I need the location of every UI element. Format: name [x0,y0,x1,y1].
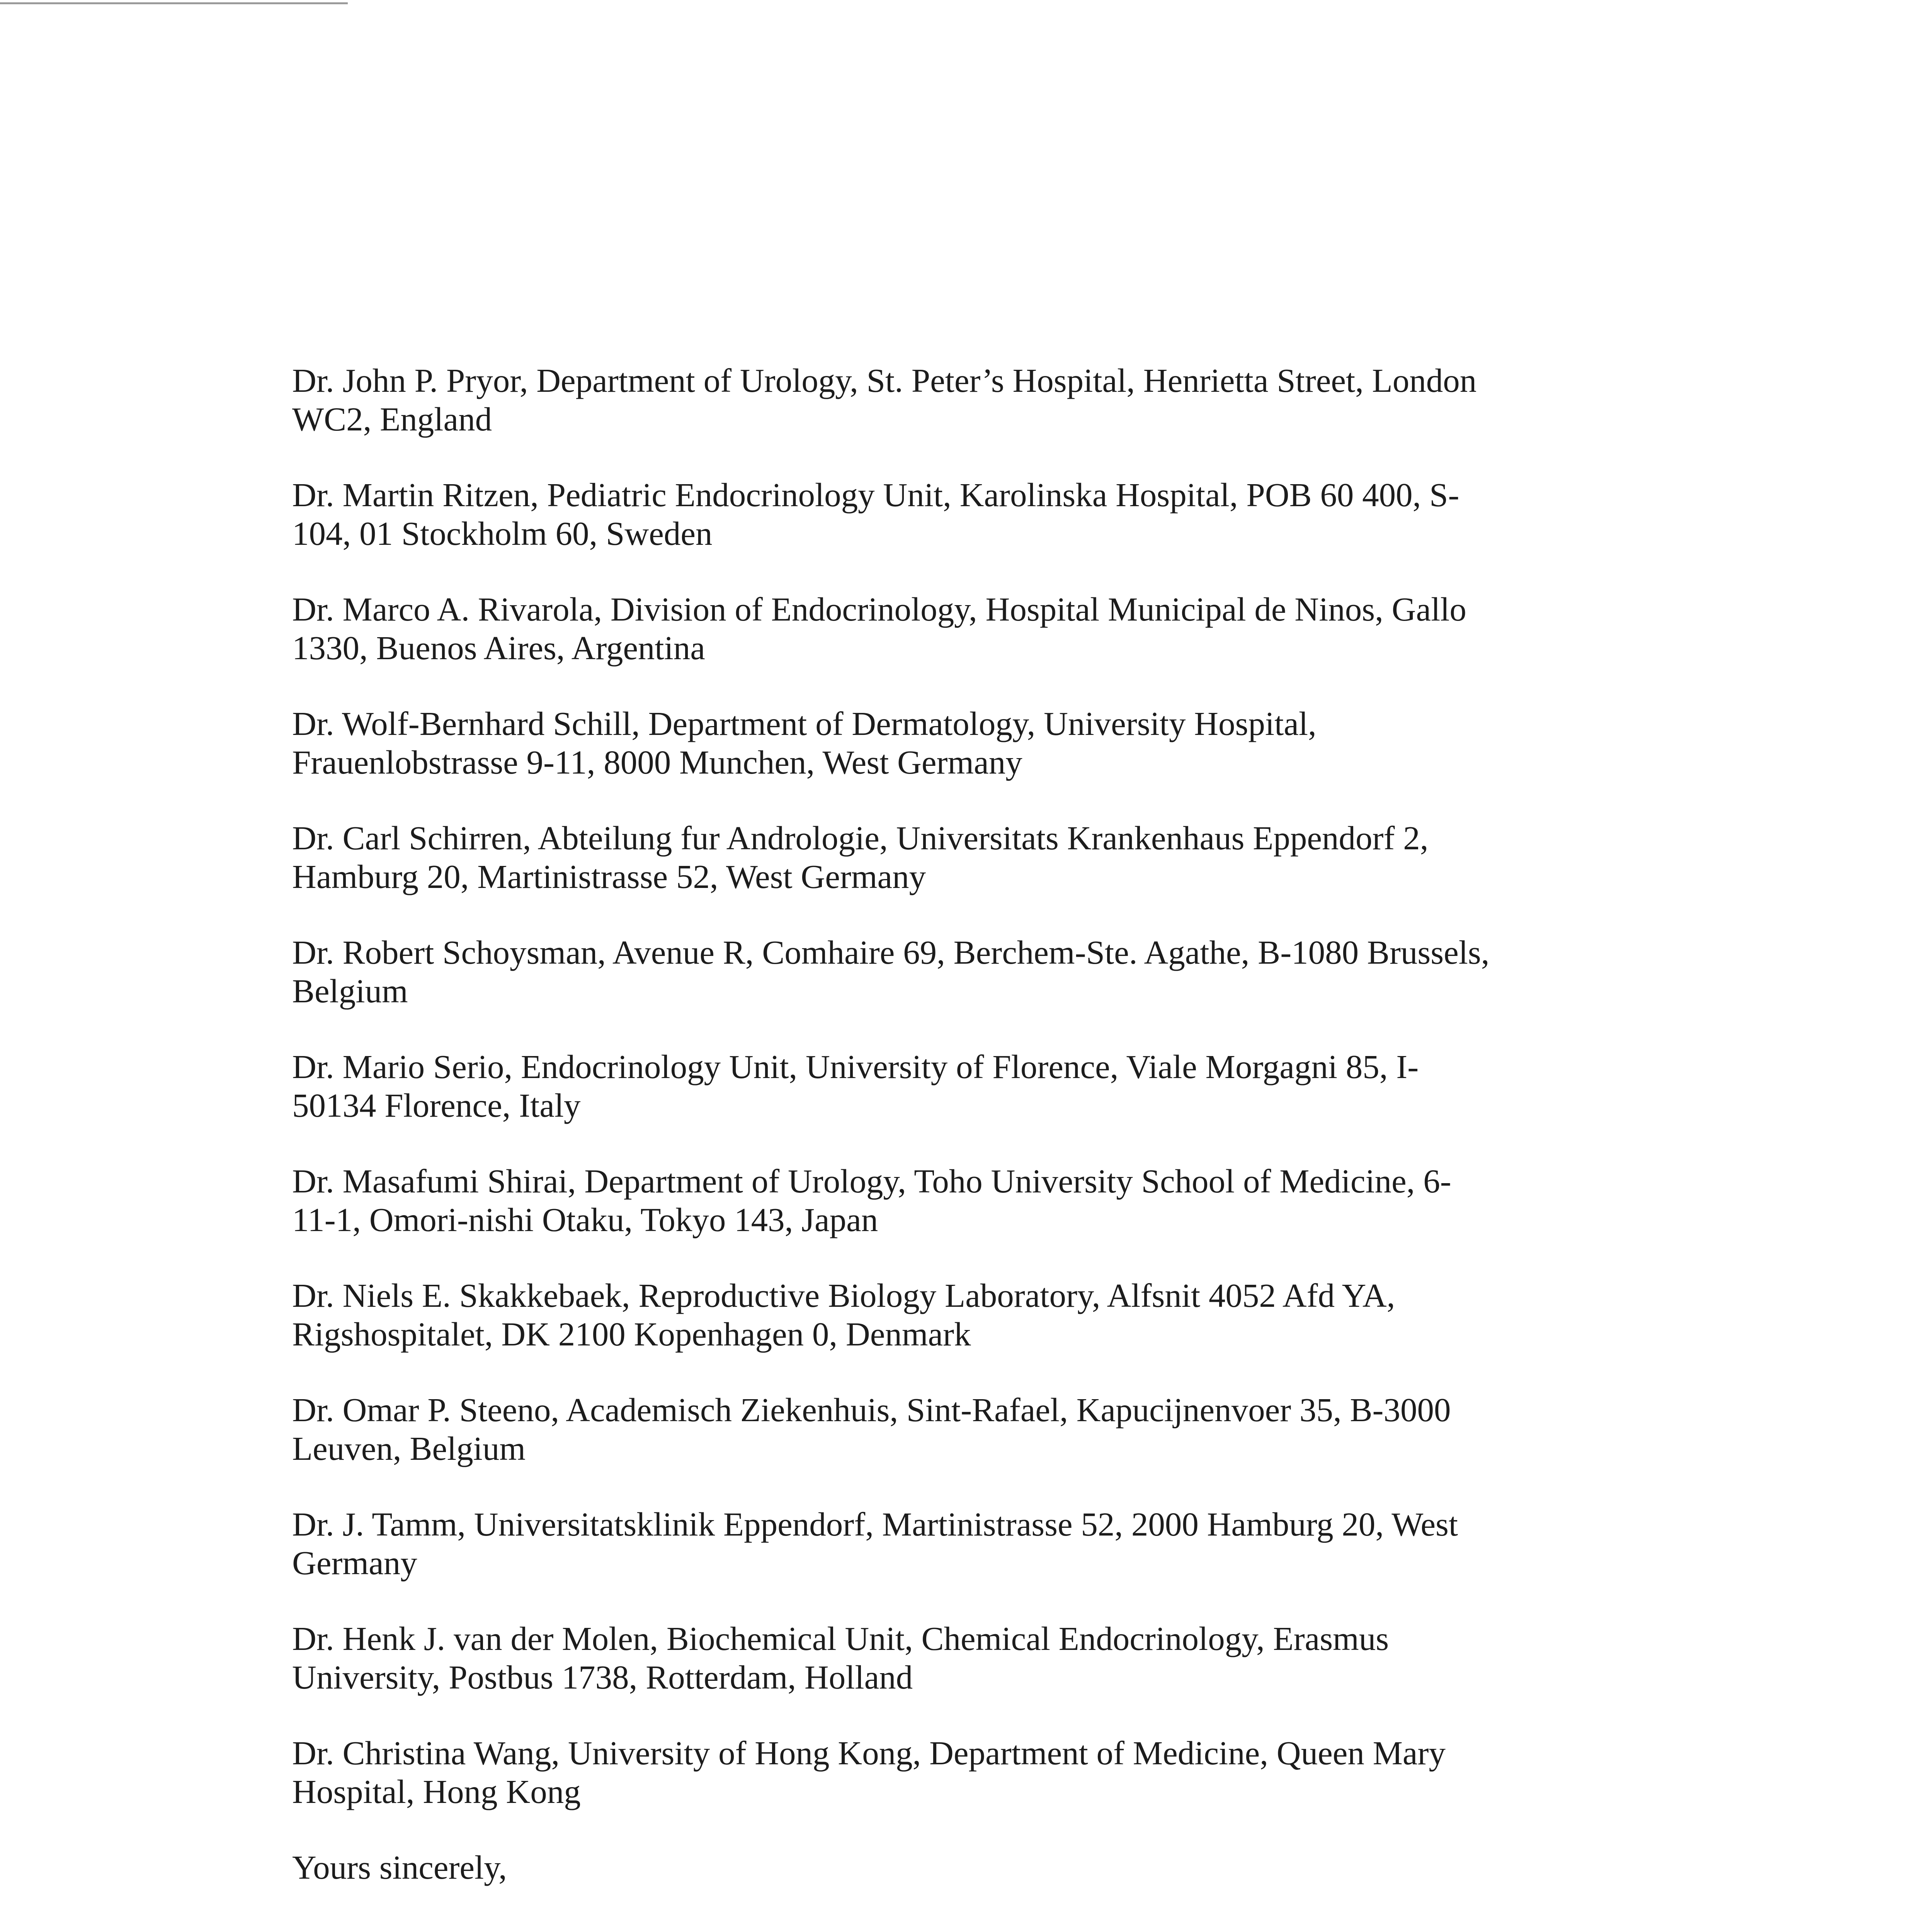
recipient-entry [292,819,1691,896]
recipient-entry [292,1276,1691,1354]
recipient-line: Dr. Carl Schirren, Abteilung fur Andrologie, Universitats Krankenhaus Eppendorf 2, [292,819,1429,857]
signature-space [292,1887,1691,1932]
recipient-line: Dr. Omar P. Steeno, Academisch Ziekenhuis, Sint-Rafael, Kapucijnenvoer 35, B-3000 [292,1391,1451,1429]
recipient-line: 50134 Florence, Italy [292,1087,581,1124]
recipient-entry [292,1391,1691,1468]
recipient-line: Germany [292,1544,417,1582]
recipient-line: Dr. Wolf-Bernhard Schill, Department of Dermatology, University Hospital, [292,705,1317,742]
recipient-line: Hospital, Hong Kong [292,1773,581,1810]
recipient-line: Belgium [292,972,408,1010]
recipient-entry [292,1162,1691,1239]
recipient-line: University, Postbus 1738, Rotterdam, Holland [292,1658,913,1696]
recipient-entry [292,933,1691,1010]
recipient-line: Dr. Niels E. Skakkebaek, Reproductive Biology Laboratory, Alfsnit 4052 Afd YA, [292,1277,1395,1314]
recipient-entry [292,590,1691,667]
recipient-line: Dr. J. Tamm, Universitatsklinik Eppendorf, Martinistrasse 52, 2000 Hamburg 20, West [292,1505,1458,1543]
recipient-line: Leuven, Belgium [292,1430,526,1467]
recipient-line: Dr. Marco A. Rivarola, Division of Endocrinology, Hospital Municipal de Ninos, Gallo [292,590,1466,628]
recipient-line: Dr. Christina Wang, University of Hong Kong, Department of Medicine, Queen Mary [292,1734,1446,1772]
recipient-line: Dr. Mario Serio, Endocrinology Unit, University of Florence, Viale Morgagni 85, I- [292,1048,1419,1085]
closing-salutation: Yours sincerely, [292,1849,507,1886]
recipient-line: 1330, Buenos Aires, Argentina [292,629,705,667]
recipient-list [292,361,1691,1811]
recipient-line: Dr. Robert Schoysman, Avenue R, Comhaire 69, Berchem-Ste. Agathe, B-1080 Brussels, [292,934,1490,971]
recipient-entry [292,1505,1691,1582]
recipient-entry [292,1734,1691,1811]
recipient-line: Dr. John P. Pryor, Department of Urology, St. Peter’s Hospital, Henrietta Street, London [292,362,1477,399]
recipient-line: 11-1, Omori-nishi Otaku, Tokyo 143, Japan [292,1201,878,1238]
recipient-line: 104, 01 Stockholm 60, Sweden [292,515,713,552]
top-edge-rule [0,2,348,4]
recipient-line: Dr. Henk J. van der Molen, Biochemical Unit, Chemical Endocrinology, Erasmus [292,1620,1389,1657]
recipient-line: WC2, England [292,400,492,438]
recipient-line: Frauenlobstrasse 9-11, 8000 Munchen, West Germany [292,743,1022,781]
recipient-entry [292,704,1691,782]
recipient-line: Rigshospitalet, DK 2100 Kopenhagen 0, Denmark [292,1315,971,1353]
recipient-line: Dr. Martin Ritzen, Pediatric Endocrinology Unit, Karolinska Hospital, POB 60 400, S- [292,476,1459,514]
recipient-entry [292,476,1691,553]
recipient-entry [292,1048,1691,1125]
recipient-entry [292,1619,1691,1697]
recipient-line: Hamburg 20, Martinistrasse 52, West Germany [292,858,926,895]
letter-page [292,361,1691,1932]
recipient-line: Dr. Masafumi Shirai, Department of Urology, Toho University School of Medicine, 6- [292,1162,1451,1200]
recipient-entry [292,361,1691,439]
